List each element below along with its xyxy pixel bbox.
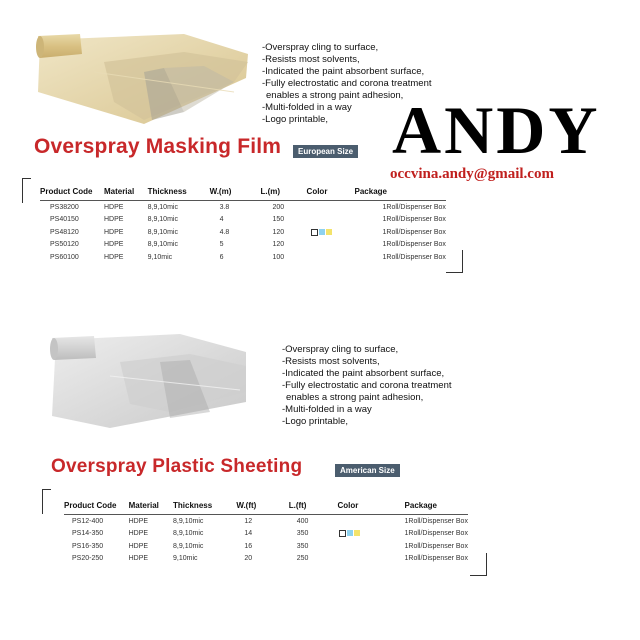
cell-material: HDPE (103, 253, 124, 261)
cell-color (307, 214, 355, 227)
feature-item: -Resists most solvents, (262, 54, 360, 65)
table-row (40, 214, 446, 227)
cell-product-code: PS50120 (50, 241, 79, 249)
table-row (64, 540, 468, 553)
cell-color (337, 528, 386, 541)
cell-product-code: PS60100 (50, 253, 79, 261)
feature-item: enables a strong paint adhesion, (266, 90, 404, 101)
cell-color (337, 553, 386, 566)
cell-length: 200 (272, 203, 285, 211)
table-row (64, 553, 468, 566)
swatch-yellow (326, 229, 332, 235)
cell-color (307, 239, 355, 252)
cell-product-code: PS12-400 (72, 517, 104, 525)
column-header: Material (103, 187, 135, 196)
table-row (64, 528, 468, 541)
cell-width: 20 (244, 555, 253, 563)
section-title-masking-film: Overspray Masking Film (34, 135, 282, 158)
feature-item: -Multi-folded in a way (282, 404, 372, 415)
column-header: Product Code (64, 501, 117, 510)
table-row (40, 201, 446, 214)
cell-material: HDPE (103, 228, 124, 236)
feature-item: -Fully electrostatic and corona treatment (262, 78, 432, 89)
swatch-blue (347, 530, 353, 536)
column-header: W.(m) (209, 187, 232, 196)
brand-logo-text: ANDY (392, 92, 601, 168)
cell-color (307, 251, 355, 264)
cell-package: 1Roll/Dispenser Box (382, 203, 446, 211)
cell-thickness: 8,9,10mic (173, 517, 204, 525)
cell-length: 150 (272, 216, 285, 224)
column-header: Package (354, 187, 387, 196)
cell-length: 400 (296, 517, 309, 525)
cell-package: 1Roll/Dispenser Box (382, 241, 446, 249)
spec-table-plastic-sheeting (64, 501, 468, 565)
feature-item: -Multi-folded in a way (262, 102, 352, 113)
size-badge-european: European Size (293, 145, 358, 158)
table-corner-top-left (42, 489, 51, 514)
table-corner-top-left (22, 178, 31, 203)
feature-item: -Logo printable, (282, 416, 349, 427)
cell-material: HDPE (128, 555, 149, 563)
column-header: Color (306, 187, 328, 196)
cell-length: 250 (296, 555, 309, 563)
column-header: Thickness (173, 501, 213, 510)
cell-color (307, 226, 355, 239)
cell-product-code: PS40150 (50, 216, 79, 224)
cell-product-code: PS20-250 (72, 555, 104, 563)
swatch-blue (319, 229, 325, 235)
column-header: Package (404, 501, 437, 510)
cell-width: 14 (244, 530, 253, 538)
yellow-film-roll-image (34, 32, 248, 124)
cell-color (337, 515, 386, 528)
cell-package: 1Roll/Dispenser Box (404, 542, 468, 550)
cell-product-code: PS16-350 (72, 542, 104, 550)
cell-material: HDPE (103, 203, 124, 211)
table-row (40, 226, 446, 239)
cell-length: 350 (296, 530, 309, 538)
table-corner-bottom-right (470, 553, 487, 576)
feature-item: -Overspray cling to surface, (282, 344, 399, 355)
cell-width: 4.8 (219, 228, 230, 236)
cell-product-code: PS48120 (50, 228, 79, 236)
column-header: Color (337, 501, 359, 510)
column-header: Thickness (147, 187, 187, 196)
feature-item: -Indicated the paint absorbent surface, (262, 66, 425, 77)
cell-material: HDPE (103, 216, 124, 224)
cell-material: HDPE (128, 530, 149, 538)
feature-item: -Resists most solvents, (282, 356, 380, 367)
swatch-white (339, 530, 346, 537)
column-header: Material (128, 501, 159, 510)
cell-material: HDPE (128, 542, 149, 550)
cell-thickness: 8,9,10mic (147, 241, 178, 249)
column-header: W.(ft) (236, 501, 257, 510)
column-header: Product Code (40, 187, 93, 196)
cell-color (337, 540, 386, 553)
column-header: L.(ft) (288, 501, 307, 510)
cell-product-code: PS38200 (50, 203, 79, 211)
spec-table-masking-film (40, 187, 446, 264)
cell-package: 1Roll/Dispenser Box (382, 253, 446, 261)
cell-product-code: PS14-350 (72, 530, 104, 538)
table-header-row (40, 187, 446, 201)
cell-width: 5 (219, 241, 224, 249)
column-header: L.(m) (260, 187, 281, 196)
cell-thickness: 8,9,10mic (147, 216, 178, 224)
cell-length: 120 (272, 241, 285, 249)
feature-list-plastic-sheeting (282, 344, 452, 428)
table-corner-bottom-right (446, 250, 463, 273)
feature-item: -Logo printable, (262, 114, 329, 125)
table-row (40, 251, 446, 264)
cell-width: 3.8 (219, 203, 230, 211)
feature-item: enables a strong paint adhesion, (286, 392, 424, 403)
cell-material: HDPE (103, 241, 124, 249)
feature-item: -Fully electrostatic and corona treatment (282, 380, 452, 391)
cell-width: 12 (244, 517, 253, 525)
table-header-row (64, 501, 468, 515)
cell-package: 1Roll/Dispenser Box (382, 228, 446, 236)
color-swatches (339, 530, 360, 537)
contact-email[interactable]: occvina.andy@gmail.com (390, 166, 554, 182)
cell-width: 6 (219, 253, 224, 261)
cell-package: 1Roll/Dispenser Box (382, 216, 446, 224)
cell-package: 1Roll/Dispenser Box (404, 555, 468, 563)
color-swatches (311, 229, 332, 236)
size-badge-american: American Size (335, 464, 400, 477)
cell-color (307, 201, 355, 214)
feature-item: -Indicated the paint absorbent surface, (282, 368, 445, 379)
cell-material: HDPE (128, 517, 149, 525)
cell-thickness: 8,9,10mic (147, 203, 178, 211)
gray-film-roll-image (50, 332, 246, 430)
cell-thickness: 8,9,10mic (147, 228, 178, 236)
cell-package: 1Roll/Dispenser Box (404, 530, 468, 538)
cell-thickness: 9,10mic (173, 555, 198, 563)
swatch-white (311, 229, 318, 236)
cell-length: 350 (296, 542, 309, 550)
cell-length: 100 (272, 253, 285, 261)
cell-thickness: 8,9,10mic (173, 530, 204, 538)
table-row (64, 515, 468, 528)
cell-width: 4 (219, 216, 224, 224)
feature-item: -Overspray cling to surface, (262, 42, 379, 53)
cell-package: 1Roll/Dispenser Box (404, 517, 468, 525)
cell-thickness: 8,9,10mic (173, 542, 204, 550)
cell-width: 16 (244, 542, 253, 550)
cell-length: 120 (272, 228, 285, 236)
cell-thickness: 9,10mic (147, 253, 173, 261)
swatch-yellow (354, 530, 360, 536)
table-row (40, 239, 446, 252)
section-title-plastic-sheeting: Overspray Plastic Sheeting (51, 456, 303, 477)
